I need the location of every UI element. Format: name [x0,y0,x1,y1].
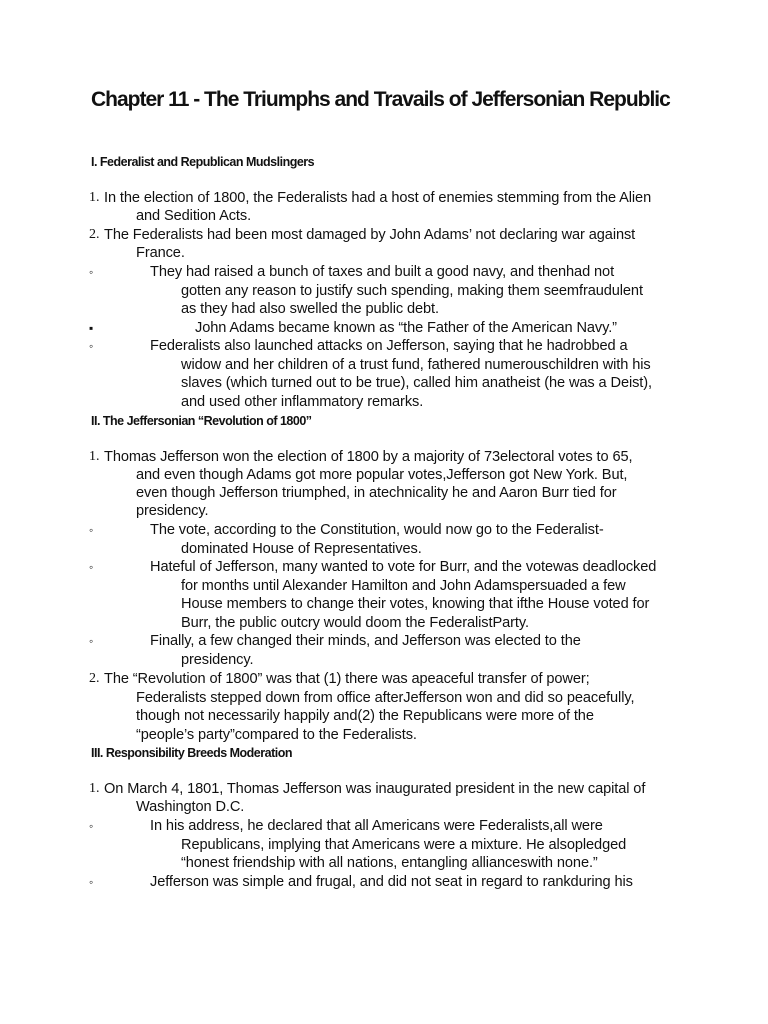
list-item-continuation: even though Jefferson triumphed, in atechnicality he and Aaron Burr tied for [136,485,617,501]
list-item-continuation: Federalists stepped down from office afterJefferson won and did so peacefully, [136,690,635,706]
list-item: Hateful of Jefferson, many wanted to vote for Burr, and the votewas deadlocked [150,559,657,575]
list-item-continuation: presidency. [181,652,254,668]
list-item-continuation: Republicans, implying that Americans were a mixture. He alsopledged [181,837,627,853]
list-marker-number: 2. [89,671,100,686]
list-item: The vote, according to the Constitution, would now go to the Federalist- [150,522,604,538]
list-marker-number: 1. [89,781,100,796]
hollow-bullet-icon: ◦ [89,523,94,537]
list-item-continuation: dominated House of Representatives. [181,541,422,557]
list-item-continuation: as they had also swelled the public debt. [181,301,439,317]
list-item-continuation: and Sedition Acts. [136,208,252,224]
hollow-bullet-icon: ◦ [89,265,94,279]
list-item-continuation: slaves (which turned out to be true), called him anatheist (he was a Deist), [181,375,652,391]
list-item: Federalists also launched attacks on Jefferson, saying that he hadrobbed a [150,338,628,354]
list-item-continuation: and used other inflammatory remarks. [181,394,424,410]
list-item: Thomas Jefferson won the election of 1800 by a majority of 73electoral votes to 65, [104,449,633,465]
list-item-continuation: though not necessarily happily and(2) the Republicans were more of the [136,708,594,724]
hollow-bullet-icon: ◦ [89,560,94,574]
list-marker-number: 2. [89,227,100,242]
list-item-continuation: House members to change their votes, knowing that ifthe House voted for [181,596,650,612]
section-heading: III. Responsibility Breeds Moderation [91,746,292,760]
list-item-continuation: “honest friendship with all nations, entangling allianceswith none.” [181,855,598,871]
list-item-continuation: presidency. [136,503,209,519]
list-item: John Adams became known as “the Father of the American Navy.” [195,320,617,336]
hollow-bullet-icon: ◦ [89,875,94,889]
list-marker-number: 1. [89,190,100,205]
list-item: The “Revolution of 1800” was that (1) there was apeaceful transfer of power; [104,671,590,687]
list-item: They had raised a bunch of taxes and built a good navy, and thenhad not [150,264,615,280]
section-heading: II. The Jeffersonian “Revolution of 1800” [91,414,312,428]
list-item: On March 4, 1801, Thomas Jefferson was inaugurated president in the new capital of [104,781,646,797]
list-item-continuation: France. [136,245,185,261]
list-item: In the election of 1800, the Federalists had a host of enemies stemming from the Alien [104,190,652,206]
list-item: Jefferson was simple and frugal, and did not seat in regard to rankduring his [150,874,633,890]
hollow-bullet-icon: ◦ [89,339,94,353]
page-title: Chapter 11 - The Triumphs and Travails of Jeffersonian Republic [91,88,670,111]
list-item: In his address, he declared that all Americans were Federalists,all were [150,818,603,834]
list-item-continuation: for months until Alexander Hamilton and John Adamspersuaded a few [181,578,626,594]
list-item-continuation: Burr, the public outcry would doom the FederalistParty. [181,615,529,631]
list-marker-number: 1. [89,449,100,464]
square-bullet-icon: ▪ [89,321,94,335]
hollow-bullet-icon: ◦ [89,819,94,833]
list-item-continuation: and even though Adams got more popular votes,Jefferson got New York. But, [136,467,628,483]
list-item-continuation: widow and her children of a trust fund, fathered numerouschildren with his [181,357,651,373]
section-heading: I. Federalist and Republican Mudslingers [91,155,315,169]
list-item: The Federalists had been most damaged by John Adams’ not declaring war against [104,227,636,243]
list-item-continuation: Washington D.C. [136,799,245,815]
list-item-continuation: “people’s party”compared to the Federalists. [136,727,417,743]
list-item-continuation: gotten any reason to justify such spending, making them seemfraudulent [181,283,643,299]
hollow-bullet-icon: ◦ [89,634,94,648]
list-item: Finally, a few changed their minds, and Jefferson was elected to the [150,633,581,649]
